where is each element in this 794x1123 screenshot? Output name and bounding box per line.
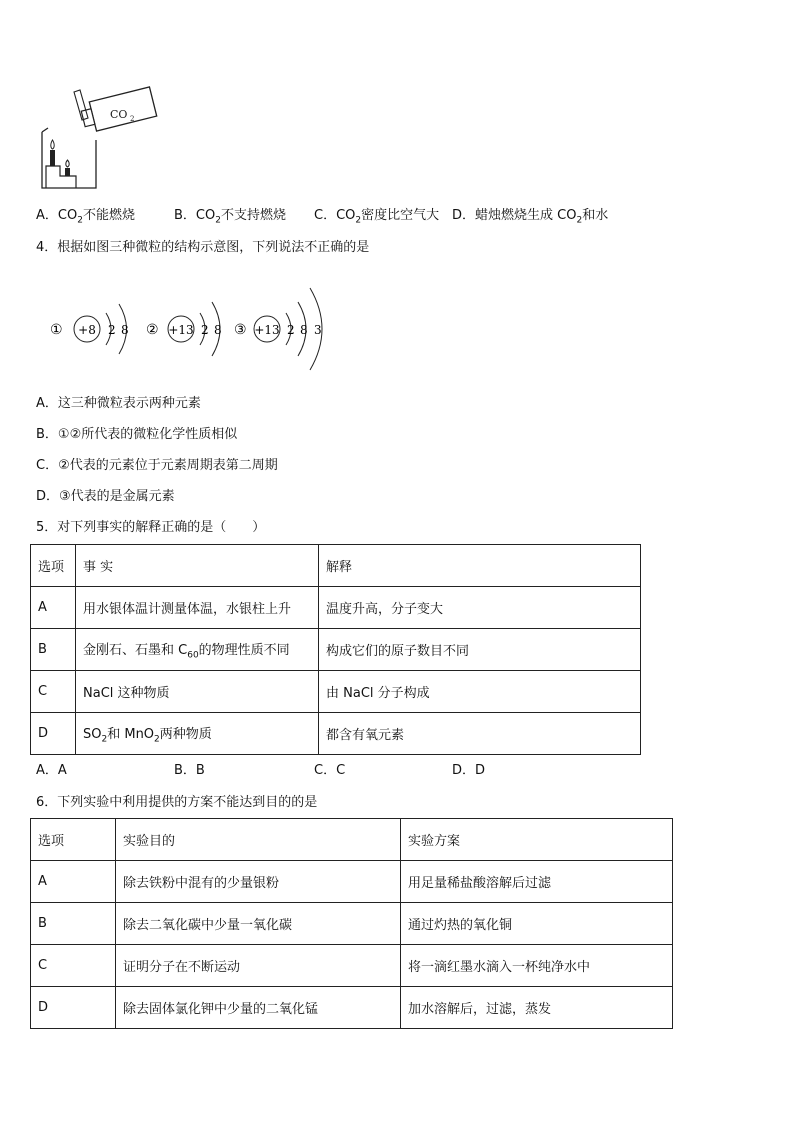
row-fact: 金刚石、石墨和 $C_{60}$的物理性质不同 [76,629,319,671]
particle-3-index: ③ [234,322,247,338]
header-option: 选项 [31,819,116,861]
row-plan: 通过灼热的氧化铜 [401,903,673,945]
row-option: B [31,629,76,671]
particle-2-nucleus: +13 [168,323,194,337]
row-goal: 除去固体氯化钾中少量的二氧化锰 [116,987,401,1029]
table-row [31,903,673,945]
particle-3-nucleus: +13 [254,323,280,337]
row-fact: NaCl 这种物质 [76,671,319,713]
table-row [31,987,673,1029]
table-row [31,671,641,713]
header-plan: 实验方案 [401,819,673,861]
q6-table [30,818,673,1029]
particle-1-shell-1: 2 [108,323,116,337]
q4-option-c: C．②代表的元素位于元素周期表第二周期 [36,458,278,473]
co2-experiment-figure [38,84,168,194]
q5-answer-c: C．C [314,763,346,778]
q5-answer-a: A．A [36,763,67,778]
table-row [31,587,641,629]
q3-option-d: D．蜡烛燃烧生成 $CO_2$和水 [452,208,609,226]
table-header-row [31,545,641,587]
particle-3-shell-2: 8 [300,323,308,337]
q5-answer-b: B．B [174,763,205,778]
q4-option-b: B．①②所代表的微粒化学性质相似 [36,427,238,442]
row-reason: 由 NaCl 分子构成 [319,671,641,713]
table-row [31,713,641,755]
q5-answer-d: D．D [452,763,486,778]
q4-stem: 4．根据如图三种微粒的结构示意图，下列说法不正确的是 [36,240,370,255]
row-option: B [31,903,116,945]
row-option: A [31,587,76,629]
row-goal: 证明分子在不断运动 [116,945,401,987]
row-option: A [31,861,116,903]
row-reason: 温度升高，分子变大 [319,587,641,629]
row-plan: 将一滴红墨水滴入一杯纯净水中 [401,945,673,987]
q5-table [30,544,641,755]
row-reason: 都含有氧元素 [319,713,641,755]
header-goal: 实验目的 [116,819,401,861]
table-row [31,861,673,903]
row-fact: 用水银体温计测量体温，水银柱上升 [76,587,319,629]
row-option: C [31,671,76,713]
row-plan: 加水溶解后，过滤，蒸发 [401,987,673,1029]
particle-2-shell-2: 8 [214,323,222,337]
particle-2-index: ② [146,322,159,338]
particle-1-shell-2: 8 [121,323,129,337]
particle-1-index: ① [50,322,63,338]
q6-stem: 6．下列实验中利用提供的方案不能达到目的的是 [36,795,318,810]
row-reason: 构成它们的原子数目不同 [319,629,641,671]
atomic-structure-diagrams [44,282,344,376]
q3-option-a: A．$CO_2$不能燃烧 [36,208,135,226]
row-fact: $SO_2$和 MnO$_2$两种物质 [76,713,319,755]
table-header-row [31,819,673,861]
header-reason: 解释 [319,545,641,587]
bottle-label: CO [110,108,128,121]
particle-2-shell-1: 2 [201,323,209,337]
row-goal: 除去二氧化碳中少量一氧化碳 [116,903,401,945]
q3-option-b: B．$CO_2$不支持燃烧 [174,208,286,226]
q4-option-a: A．这三种微粒表示两种元素 [36,396,201,411]
particle-3-shell-3: 3 [314,323,322,337]
table-row [31,945,673,987]
header-option: 选项 [31,545,76,587]
row-option: C [31,945,116,987]
particle-3-shell-1: 2 [287,323,295,337]
header-fact: 事 实 [76,545,319,587]
row-option: D [31,713,76,755]
q4-option-d: D．③代表的是金属元素 [36,489,175,504]
q5-stem: 5．对下列事实的解释正确的是（ ） [36,520,266,535]
particle-1-nucleus: +8 [78,323,96,337]
row-goal: 除去铁粉中混有的少量银粉 [116,861,401,903]
bottle-label-sub: 2 [130,115,135,123]
row-plan: 用足量稀盐酸溶解后过滤 [401,861,673,903]
q3-option-c: C．$CO_2$密度比空气大 [314,208,440,226]
row-option: D [31,987,116,1029]
table-row [31,629,641,671]
